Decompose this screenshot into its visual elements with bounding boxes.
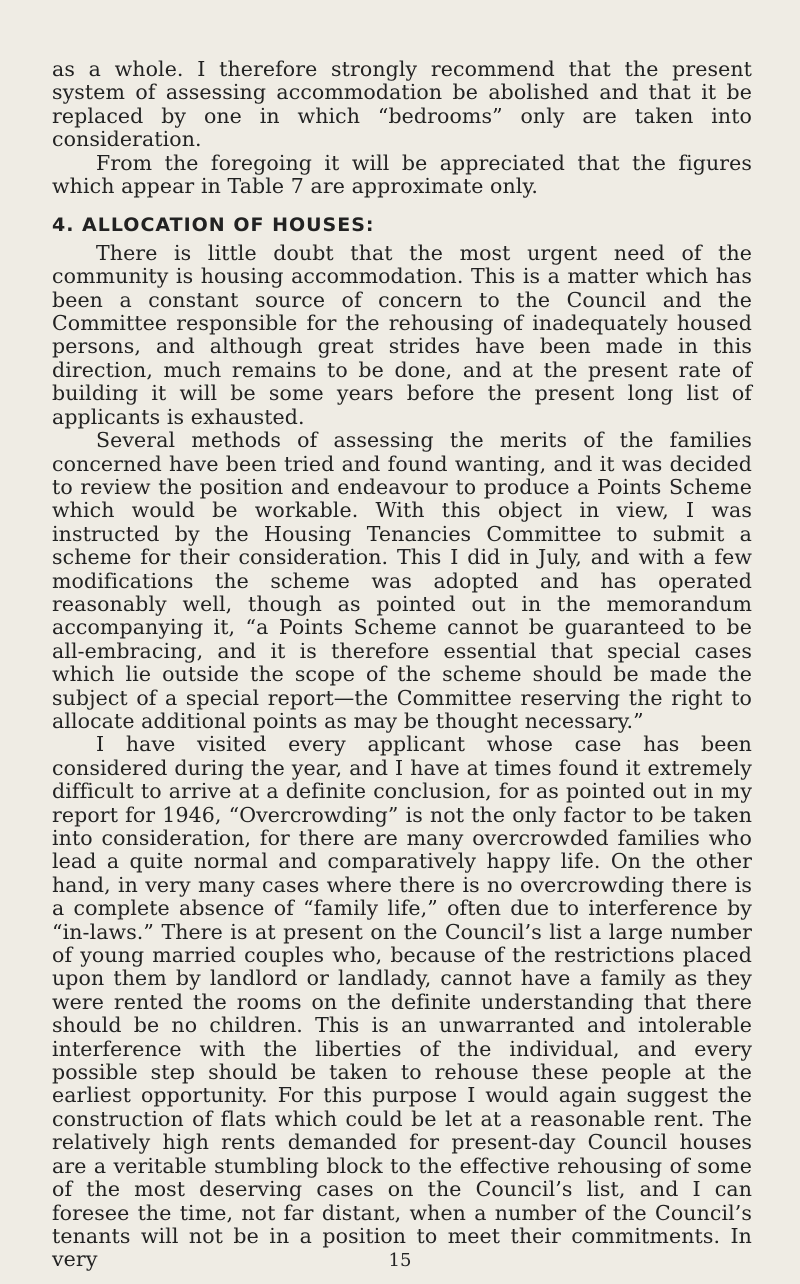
paragraph: Several methods of assessing the merits of the families concerned have been tried and found wanting, and it was decided to review the position and endeavour to produce a Points Scheme which would be workable. With this object in view, I was instructed by the Housing Tenancies Committee to submit a scheme for their consideration. This I did in July, and with a few modifications the scheme was adopted and has operated reasonably well, though as pointed out in the memorandum accompanying it, “a Points Scheme cannot be guaranteed to be all-embracing, and it is therefore essential that special cases which lie outside the scope of the scheme should be made the subject of a special report—the Committee reserving the right to allocate additional points as may be thought necessary.” — [52, 428, 752, 733]
paragraph: as a whole. I therefore strongly recommend that the present system of assessing accommodation be abolished and that it be replaced by one in which “bedrooms” only are taken into consideration. — [52, 57, 752, 152]
section-heading: 4. ALLOCATION OF HOUSES: — [52, 214, 375, 237]
paragraph: From the foregoing it will be appreciated that the figures which appear in Table 7 are approximate only. — [52, 150, 752, 199]
paragraph: There is little doubt that the most urgent need of the community is housing accommodation. This is a matter which has been a constant source of concern to the Council and the Committee responsible for the rehousing of inadequately housed persons, and although great strides have been made in this direction, much remains to be done, and at the present rate of building it will be some years before the present long list of applicants is exhausted. — [52, 240, 752, 429]
page-number: 15 — [388, 1250, 412, 1271]
body-text — [52, 58, 752, 1272]
paragraph: I have visited every applicant whose case has been considered during the year, and I have at times found it extremely difficult to arrive at a definite conclusion, for as pointed out in my report for 1946, “Overcrowding” is not the only factor to be taken into consideration, for there are many overcrowded families who lead a quite normal and comparatively happy life. On the other hand, in very many cases where there is no overcrowding there is a complete absence of “family life,” often due to interference by “in-laws.” There is at present on the Council’s list a large number of young married couples who, because of the restrictions placed upon them by landlord or landlady, cannot have a family as they were rented the rooms on the definite understanding that there should be no children. This is an unwarranted and intolerable interference with the liberties of the individual, and every possible step should be taken to rehouse these people at the earliest opportunity. For this purpose I would again suggest the construction of flats which could be let at a reasonable rent. The relatively high rents demanded for present-day Council houses are a veritable stumbling block to the effective rehousing of some of the most deserving cases on the Council’s list, and I can foresee the time, not far distant, when a number of the Council’s tenants will not be in a position to meet their commitments. In very — [52, 732, 752, 1272]
